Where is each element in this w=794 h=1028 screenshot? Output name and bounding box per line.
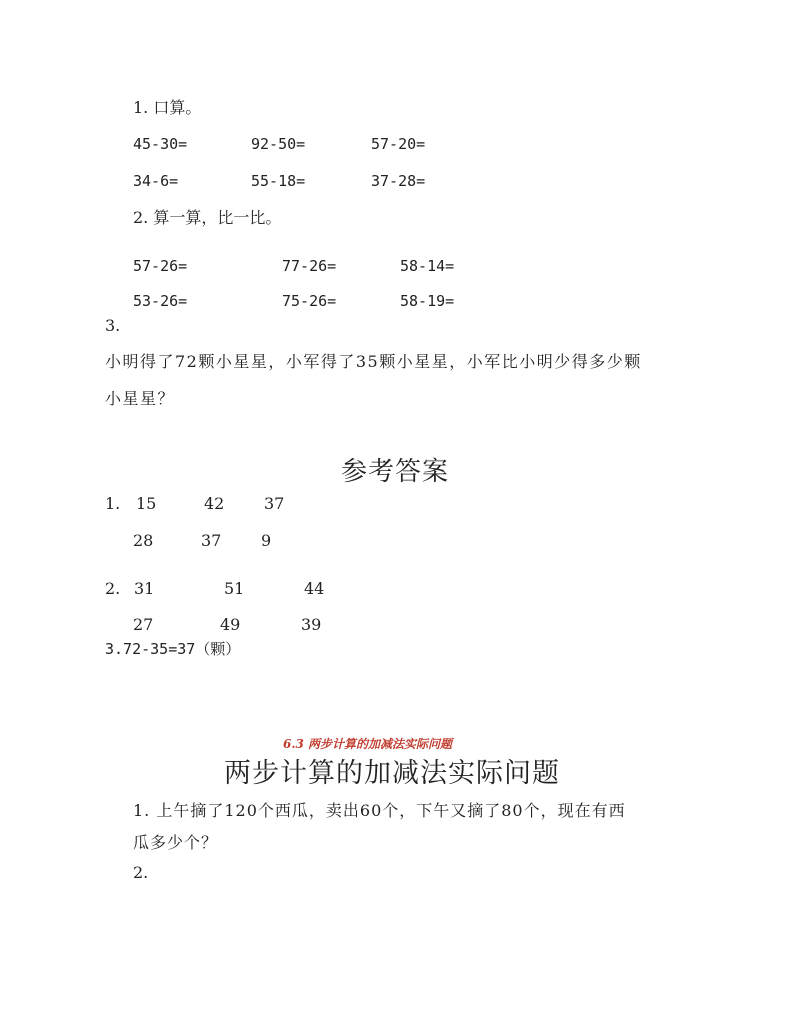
answer-value: 9 — [261, 531, 272, 550]
answer-value: 37 — [201, 531, 222, 550]
answer3-text: 3.72-35=37（颗） — [105, 640, 241, 658]
answer-value: 37 — [264, 494, 285, 513]
answer2-label: 2. — [105, 579, 121, 598]
q2-expr: 53-26= — [133, 292, 188, 310]
answer-value: 28 — [133, 531, 154, 550]
section-q1-line1: 1. 上午摘了120个西瓜，卖出60个，下午又摘了80个，现在有西 — [133, 801, 626, 820]
q1-expr: 45-30= — [133, 135, 188, 153]
q1-label: 1. 口算。 — [133, 98, 202, 117]
q2-expr: 57-26= — [133, 257, 188, 275]
q2-label: 2. 算一算，比一比。 — [133, 208, 282, 227]
q2-expr: 77-26= — [282, 257, 337, 275]
answer-value: 27 — [133, 615, 154, 634]
q1-expr: 55-18= — [251, 172, 306, 190]
section-q1-line2: 瓜多少个？ — [133, 833, 219, 852]
q2-expr: 58-19= — [400, 292, 455, 310]
answer-value: 44 — [304, 579, 325, 598]
section-title: 两步计算的加减法实际问题 — [224, 758, 560, 789]
q3-text-line2: 小星星？ — [105, 389, 176, 408]
answer-value: 15 — [136, 494, 157, 513]
section-tag: 6.3 两步计算的加减法实际问题 — [283, 737, 453, 751]
answer-value: 51 — [224, 579, 245, 598]
q1-expr: 92-50= — [251, 135, 306, 153]
answers-title: 参考答案 — [341, 457, 450, 487]
q2-expr: 58-14= — [400, 257, 455, 275]
answer-value: 39 — [301, 615, 322, 634]
section-q2-label: 2. — [133, 863, 149, 882]
answer-value: 49 — [220, 615, 241, 634]
q3-label: 3. — [105, 316, 121, 335]
q3-text-line1: 小明得了72颗小星星，小军得了35颗小星星，小军比小明少得多少颗 — [105, 352, 642, 371]
answer1-label: 1. — [105, 494, 121, 513]
q1-expr: 34-6= — [133, 172, 179, 190]
q1-expr: 57-20= — [371, 135, 426, 153]
q1-expr: 37-28= — [371, 172, 426, 190]
answer-value: 31 — [134, 579, 155, 598]
answer-value: 42 — [204, 494, 225, 513]
q2-expr: 75-26= — [282, 292, 337, 310]
